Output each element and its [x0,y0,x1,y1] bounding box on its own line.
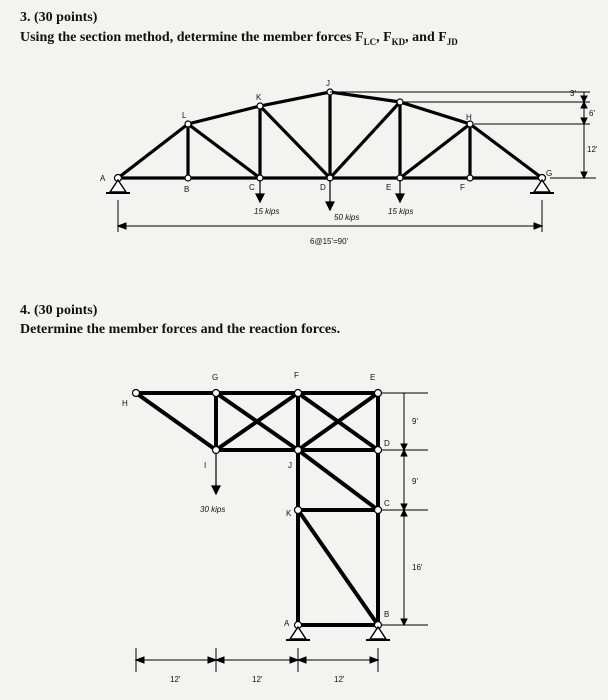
separator-1: , F [376,30,392,45]
node-k4: K [286,509,292,518]
pin-support-a4 [286,627,310,640]
dim-12ft-middle: 12' [252,675,263,684]
node-f4: F [294,371,299,380]
pin-support-g [530,180,554,193]
dim-12ft: 12' [587,145,598,154]
node-a: A [100,174,106,183]
node-c: C [249,183,255,192]
dim-16ft: 16' [412,563,423,572]
truss3-load-arrows [256,180,404,210]
node-h4: H [122,399,128,408]
subscript-lc: LC [363,36,377,47]
problem4-title: 4. (30 points) [20,303,98,318]
problem3-title: 3. (30 points) [20,10,98,25]
dim-12ft-right: 12' [334,675,345,684]
dim-9ft-upper: 9' [412,417,418,426]
pin-support-a [106,180,130,193]
load-d: 50 kips [334,213,360,222]
vertical-dimensions [382,393,428,625]
node-h: H [466,113,472,122]
dim-3ft: 3' [570,89,576,98]
truss3-members [118,92,542,178]
dim-12ft-left: 12' [170,675,181,684]
truss-diagram-problem3 [0,0,608,300]
horizontal-dimensions [136,648,378,672]
node-d: D [320,183,326,192]
load-30kips: 30 kips [200,505,226,514]
node-j: J [326,79,330,88]
node-j4: J [288,461,292,470]
node-g4: G [212,373,219,382]
problem3-instruction-text: Using the section method, determine the member forces F [20,30,364,45]
node-a4: A [284,619,290,628]
dim-6ft: 6' [589,109,595,118]
truss4-load-arrow [212,453,220,494]
dim-9ft-lower: 9' [412,477,418,486]
load-c: 15 kips [254,207,280,216]
load-e: 15 kips [388,207,414,216]
node-b: B [184,185,190,194]
node-i4: I [204,461,207,470]
node-g: G [546,169,553,178]
node-f: F [460,183,465,192]
subscript-jd: JD [446,36,458,47]
truss4-members [136,393,378,625]
pin-support-b4 [366,627,390,640]
truss4-joints [133,390,382,629]
node-d4: D [384,439,390,448]
node-c4: C [384,499,390,508]
node-b4: B [384,610,390,619]
node-k: K [256,93,262,102]
node-e: E [386,183,392,192]
span-label: 6@15'=90' [310,237,349,246]
node-e4: E [370,373,376,382]
node-l: L [182,111,187,120]
subscript-kd: KD [391,36,406,47]
problem4-instruction: Determine the member forces and the reaction forces. [20,322,341,337]
separator-2: , and F [405,30,447,45]
